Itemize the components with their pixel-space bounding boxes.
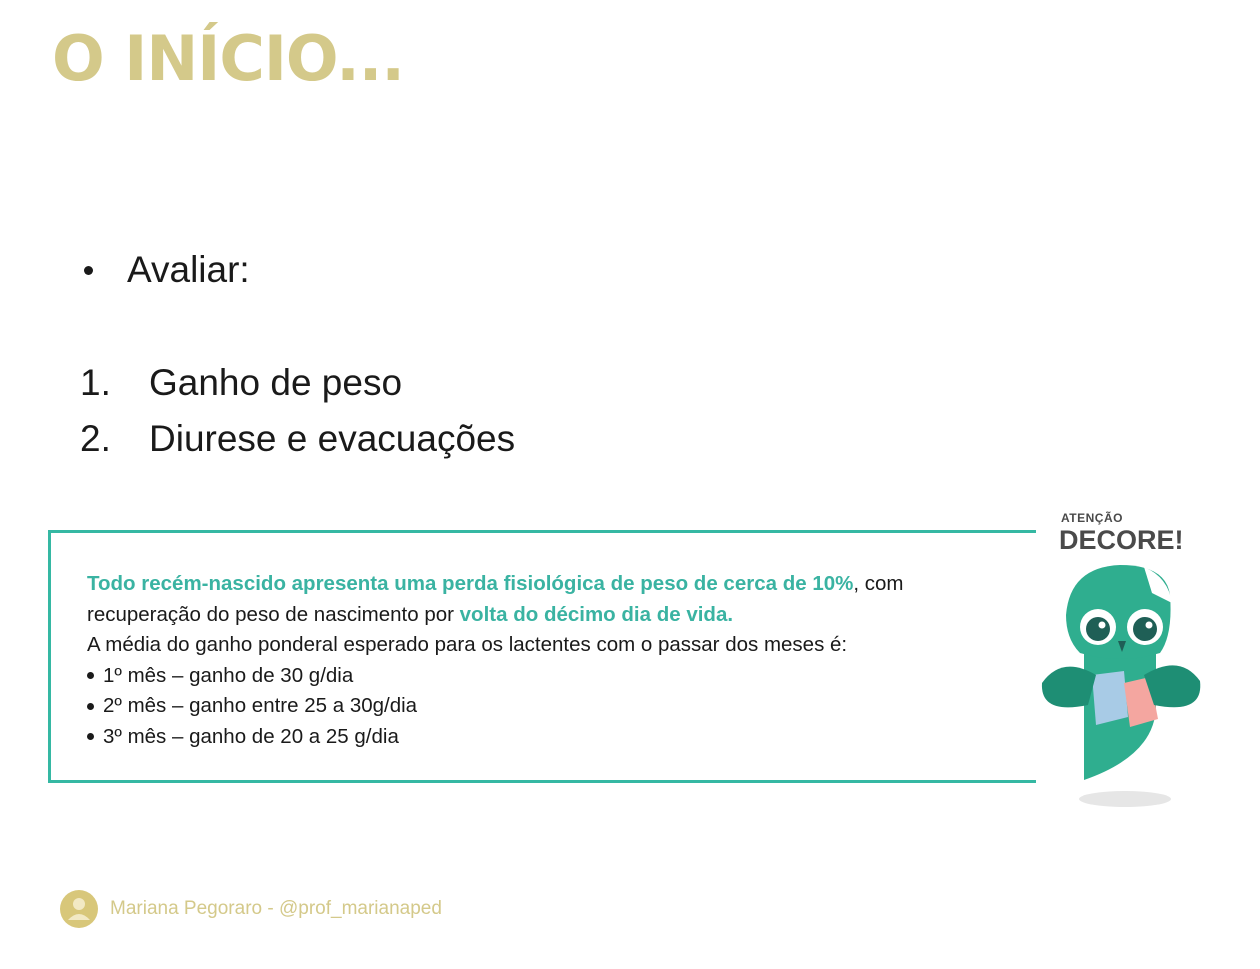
list-item-number: 2.	[80, 418, 111, 459]
callout-list-text: 2º mês – ganho entre 25 a 30g/dia	[103, 694, 418, 717]
callout-text: recuperação do peso de nascimento por	[87, 602, 460, 626]
list-item-number: 1.	[80, 362, 111, 403]
callout-text: , com	[853, 572, 904, 595]
avatar-icon	[60, 890, 98, 928]
bullet-dot-icon	[87, 733, 94, 740]
list-item	[80, 411, 515, 467]
footer	[60, 890, 442, 928]
badge-big-text: DECORE!	[1059, 525, 1184, 555]
callout-list-text: 1º mês – ganho de 30 g/dia	[103, 663, 354, 687]
callout-highlight: Todo recém-nascido apresenta uma perda fisiológica de peso de cerca de 10%	[87, 572, 854, 595]
callout-paragraph	[87, 569, 1000, 661]
list-item-text: Ganho de peso	[149, 362, 403, 403]
callout-list-item	[87, 691, 1000, 722]
badge-small-text: ATENÇÃO	[1061, 511, 1123, 525]
numbered-list	[80, 355, 515, 467]
bullet-dot-icon	[84, 266, 93, 275]
footer-author: Mariana Pegoraro - @prof_marianaped	[110, 898, 442, 919]
owl-icon	[1040, 555, 1210, 815]
list-item	[80, 355, 515, 411]
callout-highlight: volta do décimo dia de vida.	[459, 602, 734, 626]
callout-list-item	[87, 661, 1000, 692]
bullet-label: Avaliar:	[127, 249, 250, 290]
slide-title: O INÍCIO...	[52, 22, 404, 95]
bullet-dot-icon	[87, 703, 94, 710]
attention-badge	[1040, 505, 1250, 815]
bullet-item-avaliar	[80, 248, 250, 292]
callout-list	[87, 661, 1000, 753]
bullet-dot-icon	[87, 672, 94, 679]
callout-box	[48, 530, 1036, 783]
callout-text: A média do ganho ponderal esperado para os lactentes com o passar dos meses é:	[87, 633, 848, 656]
callout-list-item	[87, 722, 1000, 753]
list-item-text: Diurese e evacuações	[149, 418, 516, 459]
callout-list-text: 3º mês – ganho de 20 a 25 g/dia	[103, 724, 399, 748]
